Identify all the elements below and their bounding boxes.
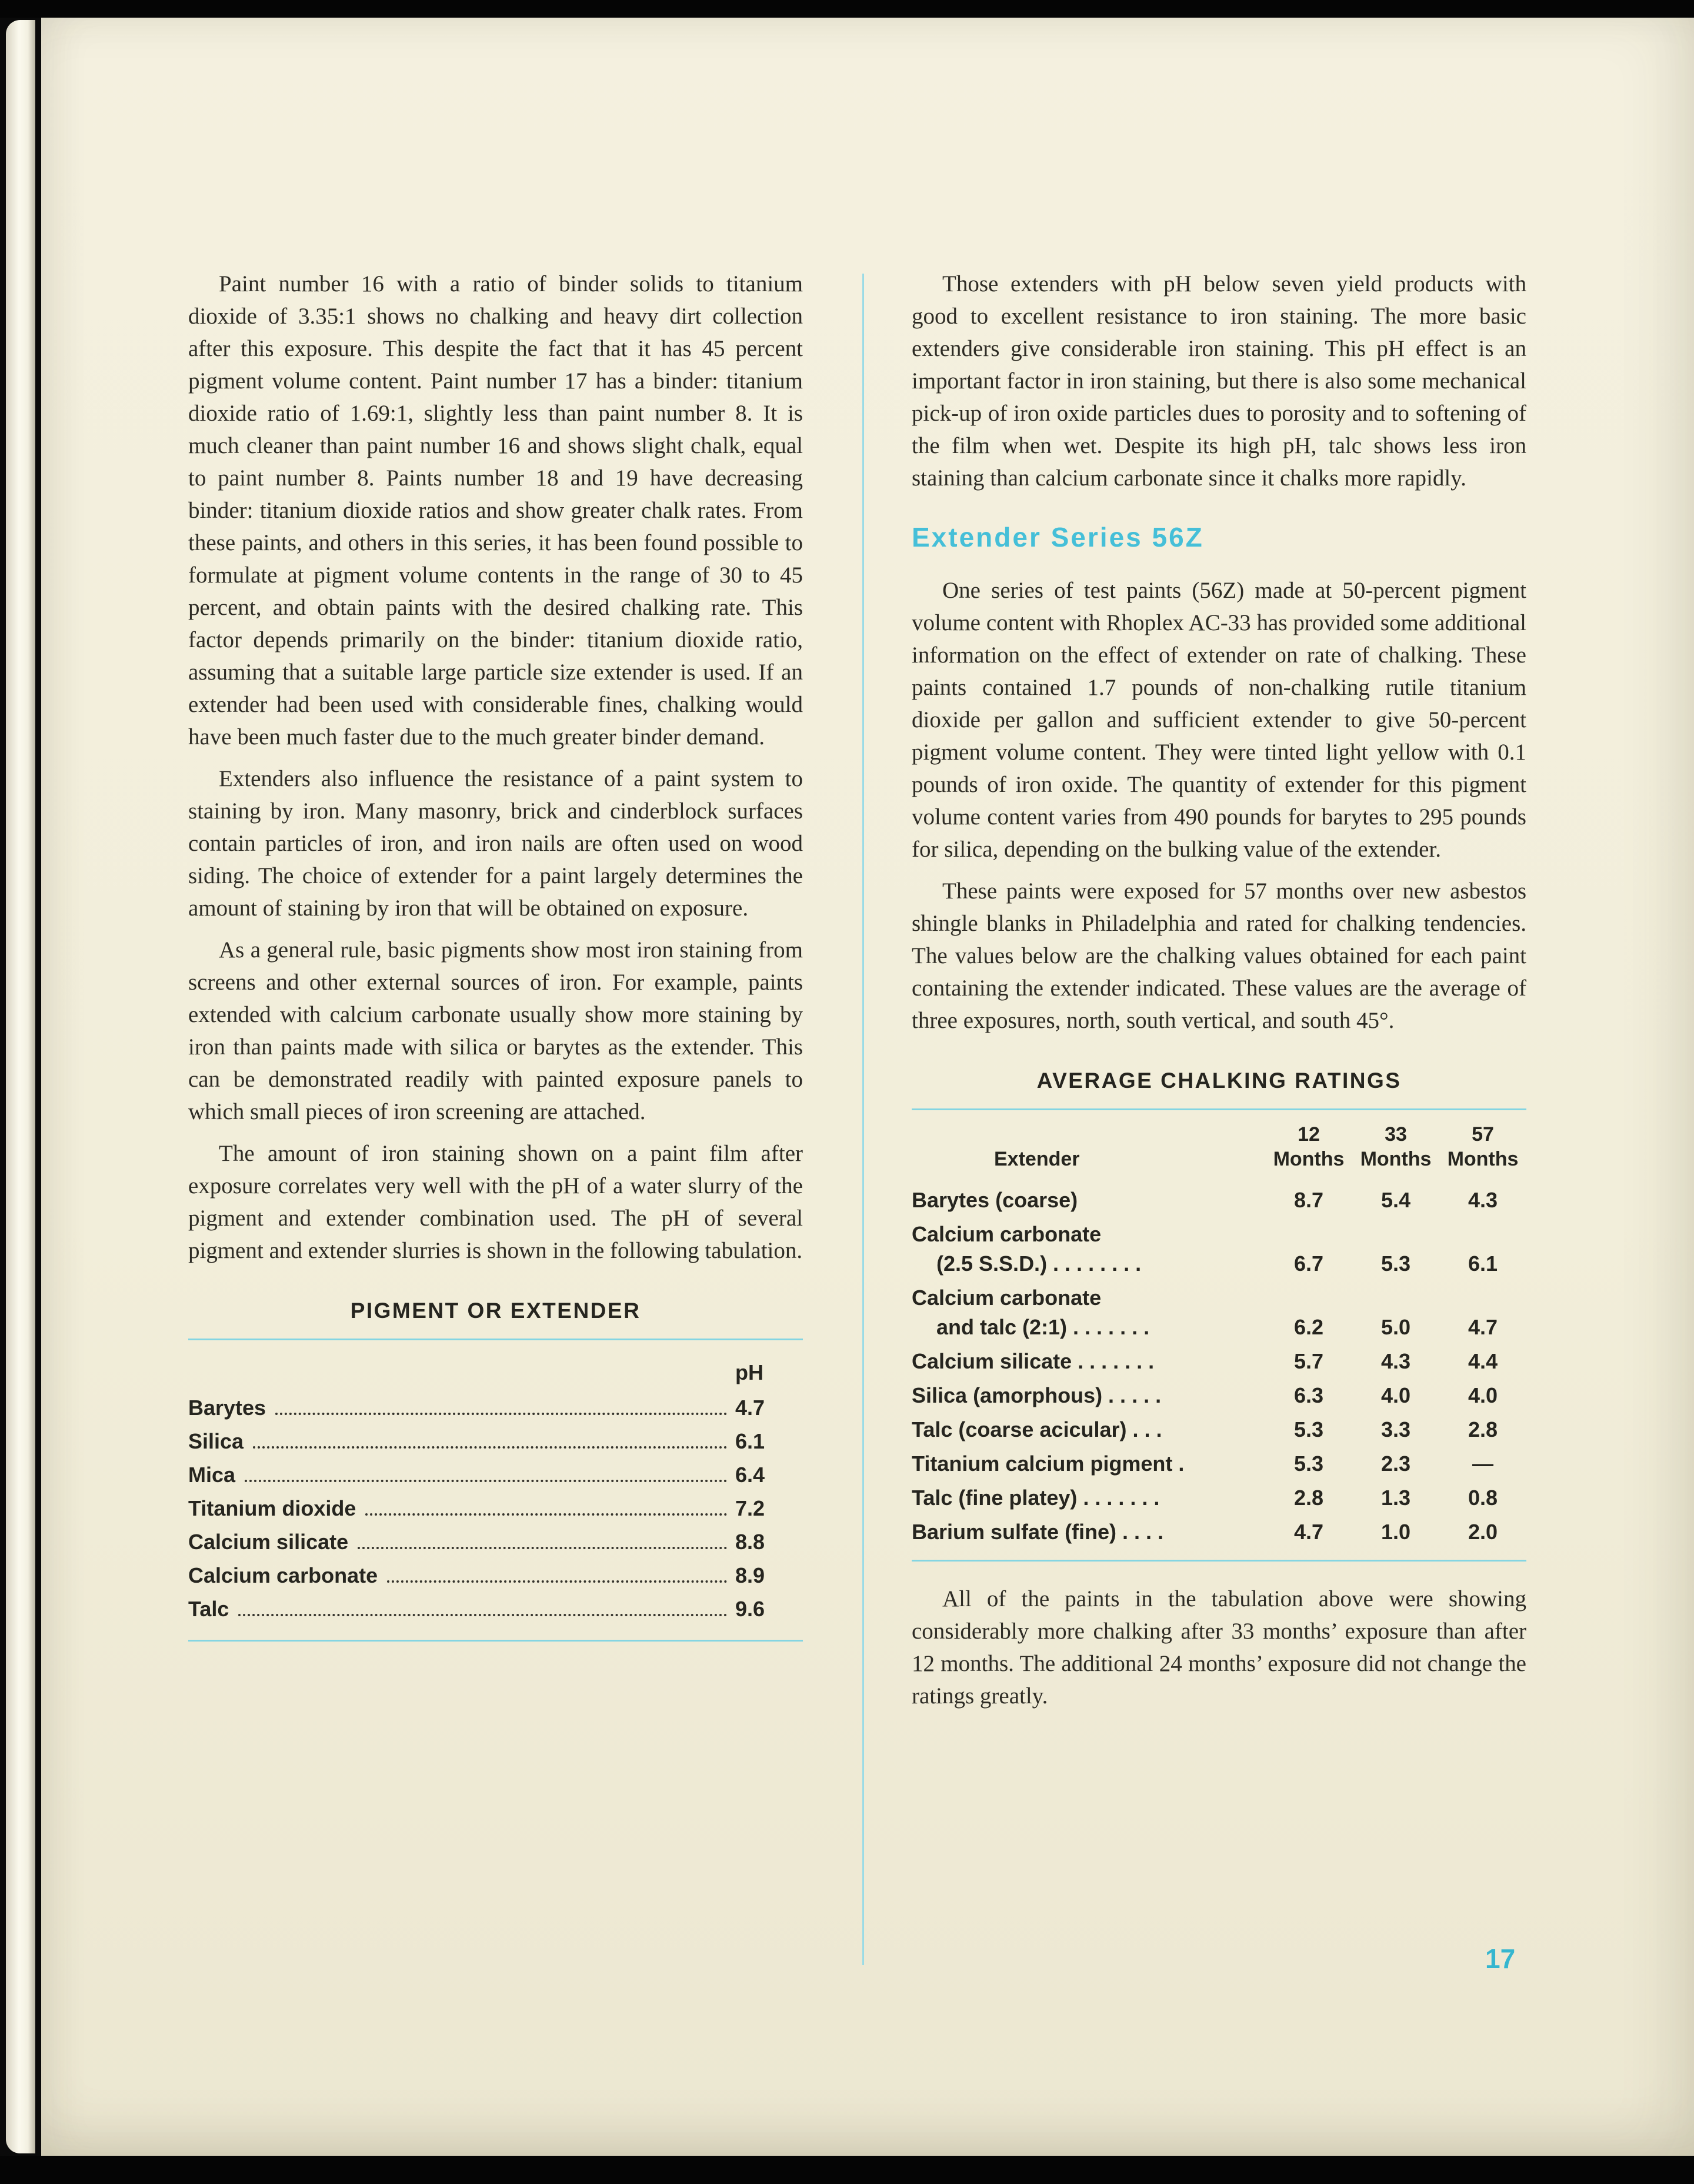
section-heading: Extender Series 56Z [912,522,1204,552]
paragraph: All of the paints in the tabulation above were showing considerably more chalking after 33 months’ exposure than after 12 months. The additional 24 months’ exposure did not change the ratings greatly. [912,1586,1526,1709]
header-number: 57 [1472,1123,1494,1146]
cell-ph-value: 8.8 [735,1530,765,1554]
label-line: Calcium silicate . . . . . . . [912,1349,1155,1373]
cell-value: 2.8 [1293,1486,1324,1510]
table-row [188,1424,803,1458]
column-header-33-months [1352,1122,1439,1171]
cell-value: 6.1 [1468,1251,1498,1276]
right-column [912,268,1526,1722]
paragraph: These paints were exposed for 57 months over new asbestos shingle blanks in Philadelphia and rated for chalking tendencies. The values below are the chalking values obtained for each paint containing the extender indicated. These values are the average of three exposures, north, south vertical, and south 45°. [912,878,1526,1033]
cell-value: 6.7 [1293,1251,1324,1276]
cell-value: 5.3 [1293,1451,1324,1476]
cell-ph-value: 9.6 [735,1597,765,1621]
table-row [188,1559,803,1592]
cell-pigment-label: Calcium carbonate [188,1563,378,1587]
label-line: and talc (2:1) . . . . . . . [936,1315,1150,1339]
cell-value: 4.3 [1380,1349,1411,1373]
header-number: 12 [1298,1123,1320,1146]
cell-value: 4.7 [1468,1315,1498,1339]
cell-extender-label [912,1283,1265,1342]
column-divider [862,274,864,1965]
cell-value: 0.8 [1468,1486,1498,1510]
label-line: Calcium carbonate [912,1222,1102,1246]
cell-extender-label [912,1483,1265,1513]
cell-value: 1.0 [1380,1520,1411,1544]
left-column [188,268,803,1642]
table-row [912,1283,1526,1342]
chalking-table [912,1068,1526,1562]
cell-value: 6.2 [1293,1315,1324,1339]
table-rule [912,1560,1526,1562]
cell-value: 5.7 [1293,1349,1324,1373]
column-header-extender: Extender [994,1148,1080,1170]
cell-value: 4.0 [1380,1383,1411,1407]
dot-leader [358,1547,727,1549]
label-line: Calcium carbonate [912,1286,1102,1310]
dot-leader [365,1513,727,1516]
cell-value: 4.4 [1468,1349,1498,1373]
spacer [188,1360,735,1385]
paragraph: As a general rule, basic pigments show most iron staining from screens and other external sources of iron. For example, paints extended with calcium carbonate usually show more staining by iron than paints made with silica or barytes as the extender. This can be demonstrated readily with painted exposure panels to which small pieces of iron screening are attached. [188,937,803,1124]
dot-leader [245,1480,727,1482]
table-row [188,1592,803,1626]
table-rule [188,1339,803,1340]
table-row [188,1391,803,1424]
dot-leader [238,1614,727,1616]
cell-value: 4.0 [1468,1383,1498,1407]
paragraph: The amount of iron staining shown on a paint film after exposure correlates very well with the pH of a water slurry of the pigment and extender combination used. The pH of several pigment and extender slurries is shown in the following tabulation. [188,1141,803,1263]
table-header-row [188,1360,803,1385]
label-line: Silica (amorphous) . . . . . [912,1383,1162,1407]
table-rule [912,1108,1526,1110]
cell-value: 1.3 [1380,1486,1411,1510]
cell-value: 5.3 [1380,1251,1411,1276]
cell-extender-label [912,1415,1265,1444]
cell-extender-label [912,1449,1265,1479]
table-row [912,1186,1526,1215]
table-row [188,1491,803,1525]
cell-pigment-label: Calcium silicate [188,1530,349,1554]
table-row [912,1415,1526,1444]
cell-value: 4.7 [1293,1520,1324,1544]
table-row [912,1347,1526,1376]
ph-table [188,1299,803,1642]
cell-value: 8.7 [1293,1188,1324,1212]
column-header-12-months [1265,1122,1352,1171]
cell-value: 4.3 [1468,1188,1498,1212]
cell-ph-value: 6.1 [735,1429,765,1453]
cell-extender-label [912,1347,1265,1376]
cell-value: 6.3 [1293,1383,1324,1407]
cell-value: 3.3 [1380,1417,1411,1441]
label-line: Talc (coarse acicular) . . . [912,1417,1162,1441]
column-header-ph: pH [735,1360,763,1384]
cell-extender-label [912,1220,1265,1279]
cell-value: 2.3 [1380,1451,1411,1476]
dot-leader [253,1446,727,1449]
cell-ph-value: 7.2 [735,1496,765,1520]
paragraph: One series of test paints (56Z) made at 50-percent pigment volume content with Rhoplex AC-33 has provided some additional information on the effect of extender on rate of chalking. These paints contained 1.7 pounds of non-chalking rutile titanium dioxide per gallon and sufficient extender to give 50-percent pigment volume content. They were tinted light yellow with 0.1 pounds of iron oxide. The quantity of extender for this pigment volume content varies from 490 pounds for barytes to 295 pounds for silica, depending on the bulking value of the extender. [912,578,1526,862]
table-row [912,1449,1526,1479]
table-row [912,1381,1526,1410]
paragraph: Those extenders with pH below seven yield products with good to excellent resistance to iron staining. The more basic extenders give considerable iron staining. This pH effect is an important factor in iron staining, but there is also some mechanical pick-up of iron oxide particles dues to porosity and to softening of the film when wet. Despite its high pH, talc shows less iron staining than calcium carbonate since it chalks more rapidly. [912,271,1526,491]
label-line: Barytes (coarse) [912,1188,1078,1212]
table-row [912,1483,1526,1513]
table-title: AVERAGE CHALKING RATINGS [1036,1068,1402,1093]
table-header-row [912,1122,1526,1171]
dot-leader [275,1413,727,1415]
cell-ph-value: 6.4 [735,1463,765,1487]
cell-pigment-label: Silica [188,1429,244,1453]
paragraph: Extenders also influence the resistance of a paint system to staining by iron. Many masonry, brick and cinderblock surfaces contain particles of iron, and iron nails are often used on wood siding. The choice of extender for a paint largely determines the amount of staining by iron that will be obtained on exposure. [188,766,803,921]
header-unit: Months [1273,1148,1345,1170]
header-number: 33 [1385,1123,1407,1146]
cell-pigment-label: Barytes [188,1396,266,1420]
cell-pigment-label: Talc [188,1597,229,1621]
table-rule [188,1640,803,1642]
cell-ph-value: 4.7 [735,1396,765,1420]
cell-value: 5.0 [1380,1315,1411,1339]
table-row [188,1525,803,1559]
cell-pigment-label: Mica [188,1463,236,1487]
cell-extender-label [912,1517,1265,1547]
label-line: Barium sulfate (fine) . . . . [912,1520,1164,1544]
cell-value: — [1472,1451,1493,1476]
paragraph: Paint number 16 with a ratio of binder solids to titanium dioxide of 3.35:1 shows no chalking and heavy dirt collection after this exposure. This despite the fact that it has 45 percent pigment volume content. Paint number 17 has a binder: titanium dioxide ratio of 1.69:1, slightly less than paint number 8. It is much cleaner than paint number 16 and shows slight chalk, equal to paint number 8. Paints number 18 and 19 have decreasing binder: titanium dioxide ratios and show greater chalk rates. From these paints, and others in this series, it has been found possible to formulate at pigment volume contents in the range of 30 to 45 percent, and obtain paints with the desired chalking rate. This factor depends primarily on the binder: titanium dioxide ratio, assuming that a suitable large particle size extender is used. If an extender had been used with considerable fines, chalking would have been much faster due to the much greater binder demand. [188,271,803,750]
column-header-57-months [1439,1122,1526,1171]
label-line: (2.5 S.S.D.) . . . . . . . . [936,1251,1142,1276]
table-title: PIGMENT OR EXTENDER [350,1299,641,1323]
page-number: 17 [1485,1943,1516,1974]
document-page [41,18,1694,2157]
cell-pigment-label: Titanium dioxide [188,1496,356,1520]
label-line: Talc (fine platey) . . . . . . . [912,1486,1160,1510]
cell-extender-label [912,1186,1265,1215]
cell-value: 5.4 [1380,1188,1411,1212]
table-row [912,1517,1526,1547]
cell-value: 2.8 [1468,1417,1498,1441]
book-page-edge [6,20,35,2153]
header-unit: Months [1360,1148,1432,1170]
dot-leader [387,1580,727,1583]
header-unit: Months [1447,1148,1519,1170]
cell-value: 2.0 [1468,1520,1498,1544]
cell-ph-value: 8.9 [735,1563,765,1587]
label-line: Titanium calcium pigment . [912,1451,1185,1476]
scan-top-border [0,0,1694,18]
cell-value: 5.3 [1293,1417,1324,1441]
scan-bottom-border [0,2156,1694,2184]
table-row [912,1220,1526,1279]
cell-extender-label [912,1381,1265,1410]
table-row [188,1458,803,1491]
